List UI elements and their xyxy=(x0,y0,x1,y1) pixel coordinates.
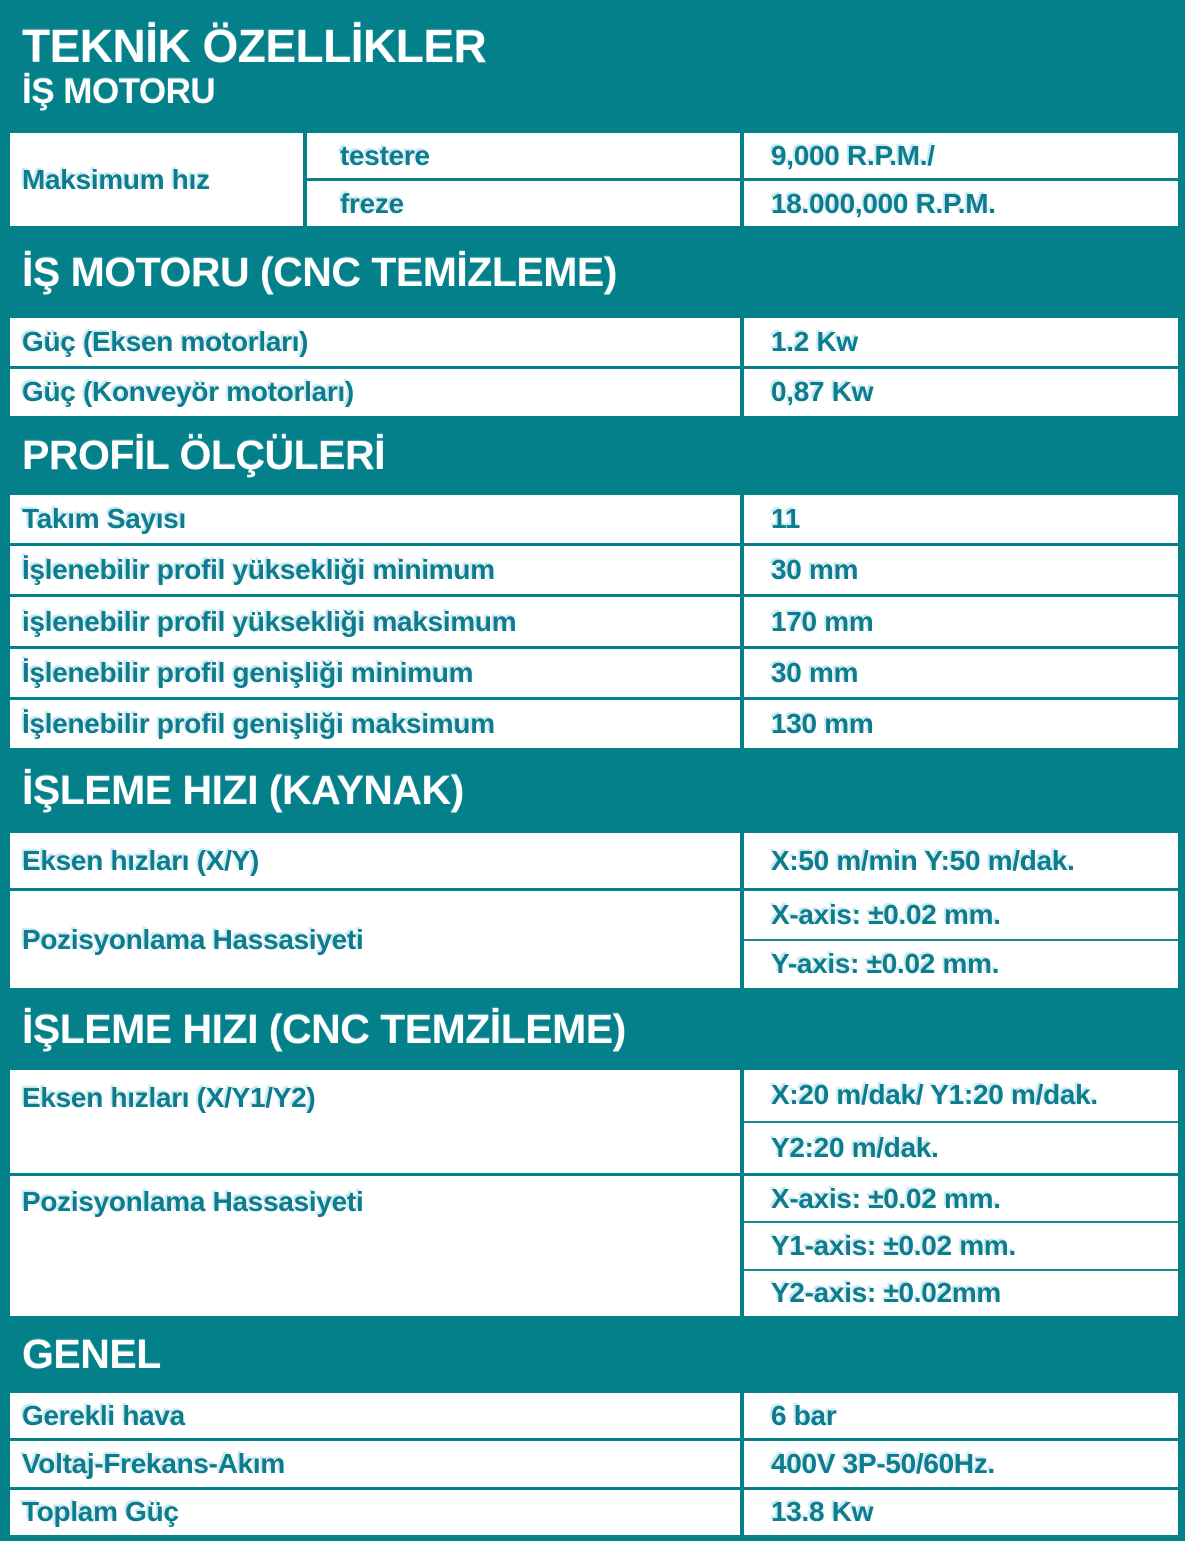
section-header-is-motoru-cnc xyxy=(10,226,1178,318)
row-label: Toplam Güç xyxy=(22,1496,179,1528)
row-label: Takım Sayısı xyxy=(22,503,186,535)
value-stack xyxy=(740,1176,1178,1316)
spec-row xyxy=(10,697,1178,748)
spec-row xyxy=(10,646,1178,697)
max-speed-label: Maksimum hız xyxy=(22,163,210,195)
spec-row xyxy=(10,543,1178,594)
row-value: X-axis: ±0.02 mm. xyxy=(771,898,1001,930)
section-title: İŞLEME HIZI (CNC TEMZİLEME) xyxy=(22,1005,626,1052)
subrow-testere xyxy=(307,133,1178,178)
main-header xyxy=(10,0,1178,133)
section-header-profil-olculeri xyxy=(10,416,1178,495)
row-value: 6 bar xyxy=(740,1393,1178,1438)
row-label: İşlenebilir profil yüksekliği minimum xyxy=(22,554,495,586)
row-value: Y2-axis: ±0.02mm xyxy=(744,1269,1178,1316)
row-value: X:20 m/dak/ Y1:20 m/dak. xyxy=(771,1079,1098,1111)
spec-row xyxy=(10,1393,1178,1438)
spec-row-group xyxy=(10,888,1178,988)
spec-band xyxy=(10,833,1178,988)
spec-band xyxy=(10,318,1178,416)
row-value: 13.8 Kw xyxy=(740,1490,1178,1535)
spec-row-group xyxy=(10,1173,1178,1316)
section-title: İŞ MOTORU (CNC TEMİZLEME) xyxy=(22,248,617,295)
row-label: Voltaj-Frekans-Akım xyxy=(22,1447,285,1479)
row-label: işlenebilir profil yüksekliği maksimum xyxy=(22,605,517,637)
row-value: 30 mm xyxy=(740,649,1178,697)
section-title: GENEL xyxy=(22,1331,161,1377)
subrow-value: 18.000,000 R.P.M. xyxy=(740,181,1178,226)
row-label: İşlenebilir profil genişliği maksimum xyxy=(22,707,495,739)
section-header-isleme-hizi-kaynak xyxy=(10,748,1178,833)
subrow-name: freze xyxy=(340,187,404,219)
spec-row xyxy=(10,495,1178,543)
spec-band xyxy=(10,1393,1178,1535)
row-value: Y1-axis: ±0.02 mm. xyxy=(744,1221,1178,1268)
row-value: 1.2 Kw xyxy=(740,318,1178,366)
spec-band xyxy=(10,495,1178,748)
value-stack xyxy=(740,891,1178,988)
spec-row xyxy=(10,318,1178,366)
spec-row xyxy=(10,833,1178,888)
row-label: Pozisyonlama Hassasiyeti xyxy=(22,1186,364,1217)
section-title: İŞLEME HIZI (KAYNAK) xyxy=(22,767,464,813)
max-speed-subrows xyxy=(303,133,1178,226)
max-speed-group xyxy=(10,133,1178,226)
spec-row xyxy=(10,594,1178,645)
page-title: TEKNİK ÖZELLİKLER xyxy=(22,20,487,72)
max-speed-band xyxy=(10,133,1178,226)
subrow-name: testere xyxy=(340,139,430,171)
section-header-isleme-hizi-cnc xyxy=(10,988,1178,1070)
row-label: Pozisyonlama Hassasiyeti xyxy=(22,923,364,955)
row-label: Güç (Konveyör motorları) xyxy=(22,376,354,408)
row-label: Eksen hızları (X/Y) xyxy=(22,844,260,876)
row-value: X-axis: ±0.02 mm. xyxy=(771,1182,1001,1214)
row-value: Y-axis: ±0.02 mm. xyxy=(744,939,1178,989)
spec-row-group xyxy=(10,1070,1178,1173)
spec-row xyxy=(10,366,1178,417)
subrow-freze xyxy=(307,178,1178,226)
spec-row xyxy=(10,1487,1178,1535)
row-value: 11 xyxy=(740,495,1178,543)
row-value: 400V 3P-50/60Hz. xyxy=(740,1441,1178,1486)
section-header-genel xyxy=(10,1316,1178,1393)
spec-band xyxy=(10,1070,1178,1316)
value-stack xyxy=(740,1070,1178,1173)
row-value: 30 mm xyxy=(740,546,1178,594)
row-label: İşlenebilir profil genişliği minimum xyxy=(22,656,474,688)
row-value: 170 mm xyxy=(740,597,1178,645)
subrow-value: 9,000 R.P.M./ xyxy=(740,133,1178,178)
row-label: Eksen hızları (X/Y1/Y2) xyxy=(22,1082,316,1113)
spec-row xyxy=(10,1438,1178,1486)
section-title: PROFİL ÖLÇÜLERİ xyxy=(22,432,386,478)
page-subtitle: İŞ MOTORU xyxy=(22,72,216,111)
row-value: 130 mm xyxy=(740,700,1178,748)
row-label: Gerekli hava xyxy=(22,1399,185,1431)
row-value: X:50 m/min Y:50 m/dak. xyxy=(740,833,1178,888)
row-value: Y2:20 m/dak. xyxy=(744,1121,1178,1174)
row-label: Güç (Eksen motorları) xyxy=(22,325,309,357)
row-value: 0,87 Kw xyxy=(740,369,1178,417)
